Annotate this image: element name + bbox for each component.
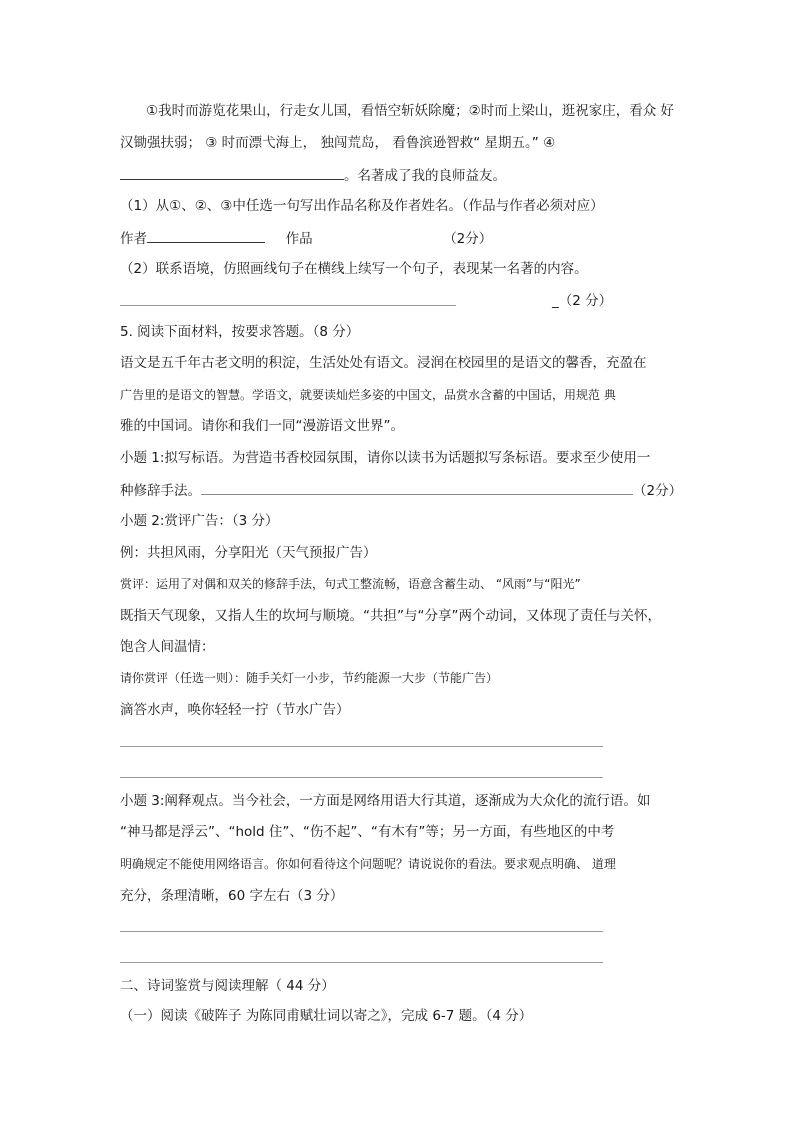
section2-sub1: （一）阅读《破阵子 为陈同甫赋壮词以寄之》，完成 6-7 题。（4 分） (120, 1008, 533, 1024)
author-blank (147, 228, 265, 243)
author-label: 作者 (120, 231, 147, 247)
q2-score: _（2 分） (552, 293, 613, 309)
sub3-answer-rule-1 (120, 931, 603, 932)
sub1-score: （2分） (633, 483, 683, 499)
sub2-option2: 滴答水声，唤你轻轻一拧（节水广告） (120, 702, 350, 718)
q1-answer-line (120, 228, 492, 249)
para1-line2: 汉锄强扶弱； ③ 时而漂弋海上， 独闯荒岛， 看鲁滨逊智救“ 星期五。” ④ (120, 135, 556, 151)
sub3-line1: 小题 3:阐释观点。当今社会，一方面是网络用语大行其道，逐渐成为大众化的流行语。如 (120, 793, 651, 809)
sub3-line3: 明确规定不能使用网络语言。你如何看待这个问题呢？请说说你的看法。要求观点明确、 道理 (120, 857, 616, 871)
work-label: 作品 (285, 231, 313, 247)
sub1-line2-text: 种修辞手法。 (120, 483, 201, 499)
q2-answer-rule (120, 305, 456, 306)
q1-score: （2分） (443, 231, 493, 247)
para1-line3 (120, 165, 506, 186)
sub1-line1: 小题 1:拟写标语。为营造书香校园氛围，请你以读书为话题拟写条标语。要求至少使用一 (120, 450, 651, 466)
para1-line3-tail: 。名著成了我的良师益友。 (344, 168, 506, 184)
q5-intro-line2: 广告里的是语文的智慧。学语文，就要读灿烂多姿的中国文，品赏水含蓄的中国话，用规范 典 (120, 388, 616, 402)
sub3-line2: “神马都是浮云”、“hold 住”、“伤不起”、“有木有”等；另一方面，有些地区的中考 (120, 824, 615, 840)
answer-blank (120, 165, 344, 180)
sub2-example: 例：共担风雨，分享阳光（天气预报广告） (120, 545, 377, 561)
sub2-comment-line1: 赏评：运用了对偶和双关的修辞手法，句式工整流畅，语意含蓄生动、 “风雨”与“阳光” (120, 577, 581, 591)
q2-prompt: （2）联系语境，仿照画线句子在横线上续写一个句子，表现某一名著的内容。 (120, 261, 588, 277)
sub2-title: 小题 2:赏评广告：（3 分） (120, 513, 279, 529)
sub2-comment-line2: 既指天气现象，又指人生的坎坷与顺境。“共担”与“分享”两个动词，又体现了责任与关怀， (120, 608, 661, 624)
q5-intro-line3: 雅的中国词。请你和我们一同“漫游语文世界”。 (120, 418, 404, 434)
q5-title: 5. 阅读下面材料，按要求答题。（8 分） (120, 324, 360, 340)
sub3-line4: 充分，条理清晰，60 字左右（3 分） (120, 888, 344, 904)
q5-intro-line1: 语文是五千年古老文明的积淀，生活处处有语文。浸润在校园里的是语文的馨香，充盈在 (120, 355, 647, 371)
sub2-answer-rule-1 (120, 746, 603, 747)
q1-prompt: （1）从①、②、③中任选一句写出作品名称及作者姓名。（作品与作者必须对应） (120, 198, 604, 214)
sub2-task: 请你赏评（任选一则）：随手关灯一小步，节约能源一大步（节能广告） (120, 671, 499, 685)
slogan-blank (201, 480, 633, 495)
sub3-answer-rule-2 (120, 962, 603, 963)
para1-line1: ①我时而游览花果山，行走女儿国，看悟空斩妖除魔；②时而上梁山，逛祝家庄，看众 好 (146, 103, 674, 119)
sub1-line2 (120, 480, 682, 501)
sub2-comment-line3: 饱含人间温情： (120, 639, 215, 655)
section2-title: 二、诗词鉴赏与阅读理解（ 44 分） (120, 978, 335, 994)
sub2-answer-rule-2 (120, 777, 603, 778)
